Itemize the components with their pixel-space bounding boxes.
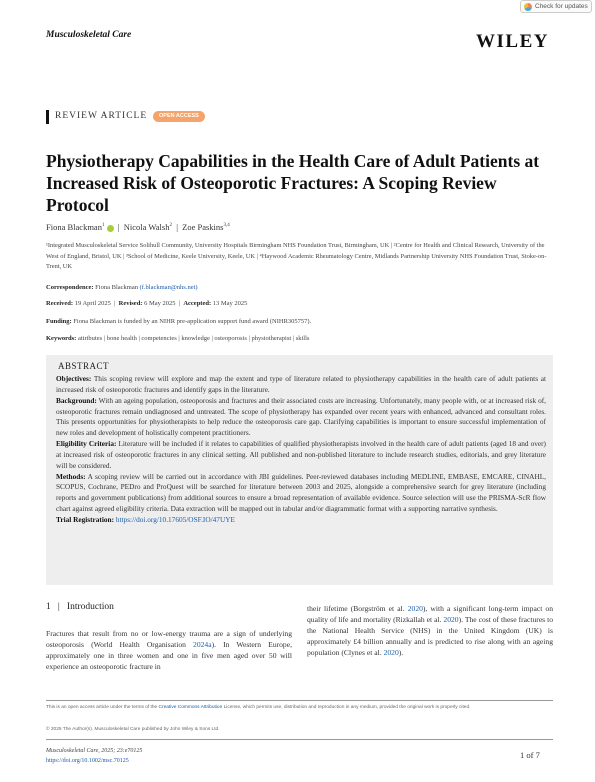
crossmark-icon [524, 3, 532, 11]
intro-left-column [46, 628, 292, 672]
publisher-logo: WILEY [476, 31, 549, 52]
page-number: 1 of 7 [520, 750, 540, 760]
intro-text: their lifetime (Borgström et al. [307, 604, 408, 613]
intro-text: ). [398, 648, 404, 658]
license-notice [46, 704, 553, 712]
footer-rule [46, 739, 553, 740]
section-title: Introduction [66, 602, 114, 612]
affiliations: ¹Integrated Musculoskeletal Service Solihull Community, University Hospitals Birmingham NHS Foundation Trust, Birmingham, UK | ²Centre for Health and Clinical Research, University of the West of England, Bristol, UK | ³School of Medicine, Keele University, Keele, UK | ⁴Haywood Academic Rheumatology Centre, Midlands Partnership University NHS Foundation Trust, Stoke-on-Trent, UK [46, 242, 547, 270]
abstract-registration [56, 515, 546, 526]
accepted-label: Accepted: [183, 300, 212, 307]
license-text: License, which permits use, distribution and reproduction in any medium, provided the original work is properly cited. [222, 705, 471, 710]
author-list: Fiona Blackman$^1$ | Nicola Walsh$^2$ | Zoe Paskins$^{3,4}$ [46, 222, 230, 232]
dates-line: Received: 19 April 2025 | Revised: 6 May 2025 | Accepted: 13 May 2025 [46, 300, 248, 307]
background-text: With an ageing population, osteoporosis and fractures and their associated costs are increasing. Unfortunately, many people with, or at increased risk of, osteoporotic fractures remain undiagnosed and untreated. The scope of physiotherapy has expanded over recent years with enhanced, advanced and consultant roles. This presents opportunities for physiotherapists to help reduce the osteoporosis care gap. Clarifying capabilities is important to ensure successful implementation of new roles and development of holistically competent practitioners. [56, 395, 546, 438]
journal-citation: Musculoskeletal Care, 2025; 23:e70125 [46, 748, 143, 754]
keywords-line [46, 335, 309, 342]
license-text: This is an open access article under the terms of the [46, 705, 159, 710]
abstract-background [56, 396, 546, 439]
correspondence-label: Correspondence: [46, 284, 94, 291]
author-name[interactable]: Nicola Walsh [123, 222, 170, 232]
citation-block [46, 747, 142, 766]
author-affiliation-mark: 3,4 [223, 223, 230, 229]
footer-rule [46, 700, 553, 701]
journal-name: Musculoskeletal Care [46, 30, 132, 40]
check-updates-label: Check for updates [535, 3, 588, 10]
article-type-label: REVIEW ARTICLE [55, 111, 148, 121]
abstract-heading: ABSTRACT [58, 361, 110, 371]
section-separator: | [57, 602, 60, 612]
keywords-text: attributes | bone health | competencies | knowledge | osteoporosis | physiotherapist | skills [77, 335, 310, 342]
revised-label: Revised: [118, 300, 143, 307]
registration-link[interactable]: https://doi.org/10.17605/OSF.IO/47UYE [115, 514, 235, 524]
methods-label: Methods: [56, 471, 86, 481]
received-label: Received: [46, 300, 74, 307]
intro-text: Fractures that result from no or low-energy trauma are a sign of underlying osteoporosis (World Health Organisation [46, 629, 292, 650]
objectives-label: Objectives: [56, 374, 92, 383]
methods-text: A scoping review will be carried out in accordance with JBI guidelines. Peer-reviewed databases including MEDLINE, EMBASE, EMCARE, CINAHL, SCOPUS, Cochrane, PEDro and ProQuest will be searched for literature between 2003 and 2025, alongside a comprehensive search for grey literature (including reports and government publications) from additional sources to ensure a broad representation of available evidence. Source selection will use the PRISMA-ScR flow chart against agreed eligibility criteria. Data extraction will be mapped out in tabular and/or diagrammatic format with a supporting narrative synthesis. [56, 471, 547, 514]
correspondence-email-link[interactable]: (f.blackman@nhs.net) [139, 284, 198, 291]
reference-link[interactable]: 2020 [383, 648, 399, 658]
open-access-badge: OPEN ACCESS [153, 111, 205, 122]
intro-right-column [307, 603, 553, 658]
copyright-notice: © 2025 The Author(s). Musculoskeletal Care published by John Wiley & Sons Ltd. [46, 727, 220, 732]
intro-text: ). In Western Europe, approximately one in three women and one in five men aged over 50 will experience an osteoporotic fracture in [46, 640, 293, 672]
registration-label: Trial Registration: [56, 514, 115, 524]
section-number: 1 [46, 602, 51, 612]
eligibility-text: Literature will be included if it relates to capabilities of qualified physiotherapists involved in the health care of adult patients (aged 18 and over) at increased risk of osteoporotic fractures in any clinical setting. All published and non-published literature to include research studies, editorials, and grey literature will be considered. [56, 439, 546, 470]
reference-link[interactable]: 2020 [443, 615, 459, 625]
doi-link[interactable]: https://doi.org/10.1002/msc.70125 [46, 757, 129, 764]
check-for-updates-badge[interactable] [520, 0, 592, 13]
author-name[interactable]: Zoe Paskins [182, 222, 224, 232]
funding-text: Fiona Blackman is funded by an NIHR pre-application support fund award (NIHR305757). [73, 318, 312, 325]
objectives-text: This scoping review will explore and map the extent and type of literature related to physiotherapy capabilities in the health care of adult patients at increased risk of osteoporotic fractures and identify gaps in the literature. [56, 374, 546, 394]
reference-link[interactable]: 2024a [193, 640, 212, 650]
correspondence-line [46, 284, 198, 291]
abstract-body [56, 374, 546, 526]
author-affiliation-mark: 1 [101, 223, 105, 229]
reference-link[interactable]: 2020 [407, 604, 423, 613]
funding-label: Funding: [46, 318, 72, 325]
received-date: 19 April 2025 [74, 300, 111, 307]
section-heading [46, 602, 114, 612]
author-affiliation-mark: 2 [169, 223, 172, 229]
author-name[interactable]: Fiona Blackman [46, 222, 102, 232]
orcid-icon[interactable] [107, 225, 114, 232]
abstract-eligibility [56, 439, 546, 472]
eligibility-label: Eligibility Criteria: [56, 439, 117, 449]
license-link[interactable]: Creative Commons Attribution [158, 705, 223, 710]
abstract-methods [56, 472, 546, 515]
abstract-objectives [56, 374, 546, 396]
revised-date: 6 May 2025 [144, 300, 176, 307]
intro-text: ), with a significant long-term impact on quality of life and mortality (Rizkallah et al. [307, 604, 553, 625]
article-type-bar [46, 110, 49, 124]
accepted-date: 13 May 2025 [212, 300, 248, 307]
correspondence-name: Fiona Blackman [95, 284, 138, 291]
background-label: Background: [56, 395, 97, 405]
article-title: Physiotherapy Capabilities in the Health Care of Adult Patients at Increased Risk of Osteoporotic Fractures: A Scoping Review Protocol [46, 151, 540, 215]
funding-line [46, 318, 311, 325]
intro-text: ). The cost of these fractures to the National Health Service (NHS) in the United Kingdom (UK) is approximately £4 billion annually and is predicted to rise along with an ageing population (Clynes et al. [307, 615, 553, 658]
keywords-label: Keywords: [46, 335, 77, 342]
